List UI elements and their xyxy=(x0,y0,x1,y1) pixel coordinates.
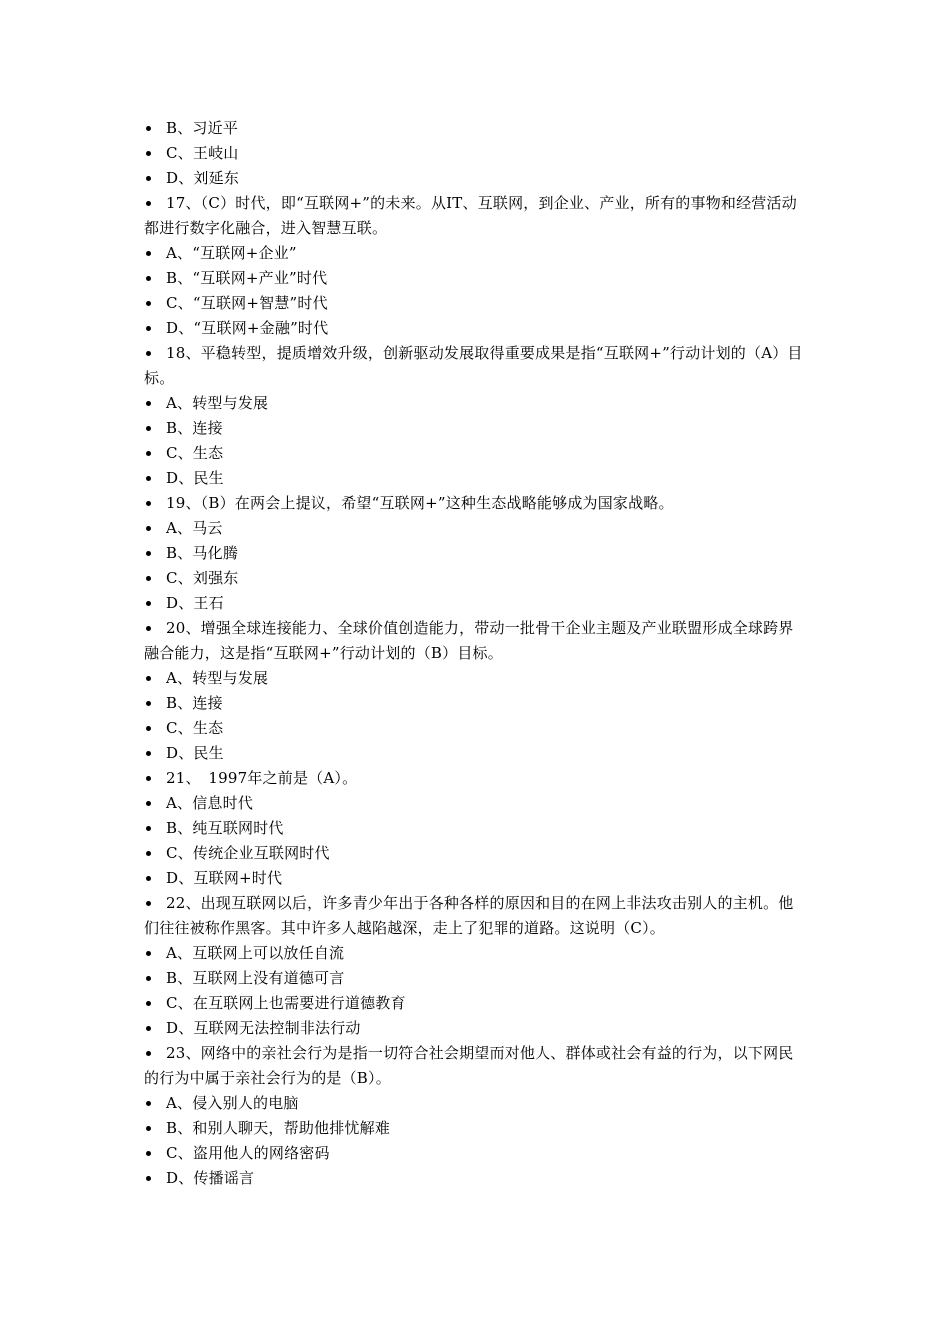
list-item xyxy=(144,516,808,541)
bullet-icon xyxy=(146,426,151,431)
list-item xyxy=(144,191,808,241)
list-item xyxy=(144,666,808,691)
list-item xyxy=(144,241,808,266)
list-item-text: 18、平稳转型，提质增效升级，创新驱动发展取得重要成果是指“互联网+”行动计划的（A）目标。 xyxy=(144,344,803,387)
bullet-icon xyxy=(146,726,151,731)
list-item xyxy=(144,1041,808,1091)
list-item xyxy=(144,966,808,991)
bullet-icon xyxy=(146,876,151,881)
list-item-text: A、马云 xyxy=(166,519,223,537)
bullet-icon xyxy=(146,751,151,756)
bullet-icon xyxy=(146,301,151,306)
list-item xyxy=(144,691,808,716)
bullet-icon xyxy=(146,901,151,906)
list-item-text: A、互联网上可以放任自流 xyxy=(166,944,345,962)
list-item-text: 19、（B）在两会上提议，希望“互联网+”这种生态战略能够成为国家战略。 xyxy=(166,494,674,512)
list-item-text: C、在互联网上也需要进行道德教育 xyxy=(166,994,406,1012)
list-item xyxy=(144,266,808,291)
bullet-icon xyxy=(146,826,151,831)
list-item xyxy=(144,291,808,316)
list-item xyxy=(144,316,808,341)
list-item-text: C、“互联网+智慧”时代 xyxy=(166,294,328,312)
list-item-text: B、纯互联网时代 xyxy=(166,819,284,837)
list-item-text: C、传统企业互联网时代 xyxy=(166,844,330,862)
list-item xyxy=(144,866,808,891)
bullet-icon xyxy=(146,276,151,281)
list-item-text: B、“互联网+产业”时代 xyxy=(166,269,328,287)
list-item-text: 17、（C）时代，即“互联网+”的未来。从IT、互联网，到企业、产业，所有的事物和经营活动都进行数字化融合，进入智慧互联。 xyxy=(144,194,797,237)
list-item xyxy=(144,616,808,666)
bullet-icon xyxy=(146,151,151,156)
list-item-text: B、习近平 xyxy=(166,119,239,137)
list-item xyxy=(144,991,808,1016)
list-item xyxy=(144,891,808,941)
list-item-text: 23、网络中的亲社会行为是指一切符合社会期望而对他人、群体或社会有益的行为，以下网民的行为中属于亲社会行为的是（B）。 xyxy=(144,1044,794,1087)
list-item xyxy=(144,1091,808,1116)
bullet-icon xyxy=(146,1001,151,1006)
bullet-icon xyxy=(146,551,151,556)
list-item xyxy=(144,491,808,516)
list-item-text: D、刘延东 xyxy=(166,169,240,187)
bullet-icon xyxy=(146,776,151,781)
list-item-text: D、民生 xyxy=(166,744,224,762)
bullet-icon xyxy=(146,126,151,131)
list-item-text: 20、增强全球连接能力、全球价值创造能力，带动一批骨干企业主题及产业联盟形成全球跨界融合能力，这是指“互联网+”行动计划的（B）目标。 xyxy=(144,619,794,662)
list-item xyxy=(144,1141,808,1166)
bullet-icon xyxy=(146,201,151,206)
bullet-icon xyxy=(146,976,151,981)
bullet-icon xyxy=(146,326,151,331)
list-item xyxy=(144,116,808,141)
list-item-text: D、王石 xyxy=(166,594,224,612)
list-item xyxy=(144,566,808,591)
list-item xyxy=(144,741,808,766)
bullet-icon xyxy=(146,501,151,506)
list-item xyxy=(144,1166,808,1191)
list-item-text: 21、 1997年之前是（A）。 xyxy=(166,769,358,787)
list-item xyxy=(144,591,808,616)
list-item xyxy=(144,1116,808,1141)
list-item xyxy=(144,341,808,391)
bullet-icon xyxy=(146,1101,151,1106)
list-item-text: A、侵入别人的电脑 xyxy=(166,1094,299,1112)
bullet-icon xyxy=(146,801,151,806)
bullet-icon xyxy=(146,176,151,181)
bullet-icon xyxy=(146,676,151,681)
list-item-text: C、王岐山 xyxy=(166,144,239,162)
list-item xyxy=(144,466,808,491)
list-item-text: D、互联网+时代 xyxy=(166,869,283,887)
bullet-icon xyxy=(146,1126,151,1131)
bullet-icon xyxy=(146,451,151,456)
list-item-text: C、生态 xyxy=(166,719,224,737)
bullet-icon xyxy=(146,701,151,706)
list-item-text: D、传播谣言 xyxy=(166,1169,255,1187)
list-item-text: C、刘强东 xyxy=(166,569,239,587)
list-item xyxy=(144,541,808,566)
list-item-text: A、转型与发展 xyxy=(166,669,269,687)
bullet-icon xyxy=(146,526,151,531)
bullet-icon xyxy=(146,601,151,606)
list-item xyxy=(144,941,808,966)
list-item-text: D、民生 xyxy=(166,469,224,487)
bullet-icon xyxy=(146,1026,151,1031)
list-item xyxy=(144,391,808,416)
bullet-icon xyxy=(146,626,151,631)
list-item-text: C、盗用他人的网络密码 xyxy=(166,1144,330,1162)
list-item-text: B、马化腾 xyxy=(166,544,239,562)
list-item xyxy=(144,716,808,741)
list-item-text: A、“互联网+企业” xyxy=(166,244,297,262)
bullet-icon xyxy=(146,401,151,406)
list-item-text: B、连接 xyxy=(166,694,223,712)
bullet-icon xyxy=(146,476,151,481)
bullet-icon xyxy=(146,351,151,356)
list-item-text: B、互联网上没有道德可言 xyxy=(166,969,345,987)
list-item-text: A、信息时代 xyxy=(166,794,254,812)
bullet-icon xyxy=(146,1051,151,1056)
bullet-icon xyxy=(146,951,151,956)
list-item xyxy=(144,141,808,166)
bullet-icon xyxy=(146,1176,151,1181)
bullet-icon xyxy=(146,251,151,256)
list-item-text: B、连接 xyxy=(166,419,223,437)
list-item-text: B、和别人聊天，帮助他排忧解难 xyxy=(166,1119,391,1137)
list-item xyxy=(144,791,808,816)
list-item-text: A、转型与发展 xyxy=(166,394,269,412)
list-item xyxy=(144,166,808,191)
bullet-icon xyxy=(146,851,151,856)
bullet-icon xyxy=(146,576,151,581)
list-item-text: D、“互联网+金融”时代 xyxy=(166,319,329,337)
list-item xyxy=(144,1016,808,1041)
list-item xyxy=(144,416,808,441)
list-item-text: 22、出现互联网以后，许多青少年出于各种各样的原因和目的在网上非法攻击别人的主机。他们往往被称作黑客。其中许多人越陷越深，走上了犯罪的道路。这说明（C）。 xyxy=(144,894,794,937)
list-item xyxy=(144,441,808,466)
document-body xyxy=(144,116,808,1191)
list-item xyxy=(144,841,808,866)
list-item-text: D、互联网无法控制非法行动 xyxy=(166,1019,361,1037)
list-item xyxy=(144,816,808,841)
list-item-text: C、生态 xyxy=(166,444,224,462)
bullet-icon xyxy=(146,1151,151,1156)
list-item xyxy=(144,766,808,791)
